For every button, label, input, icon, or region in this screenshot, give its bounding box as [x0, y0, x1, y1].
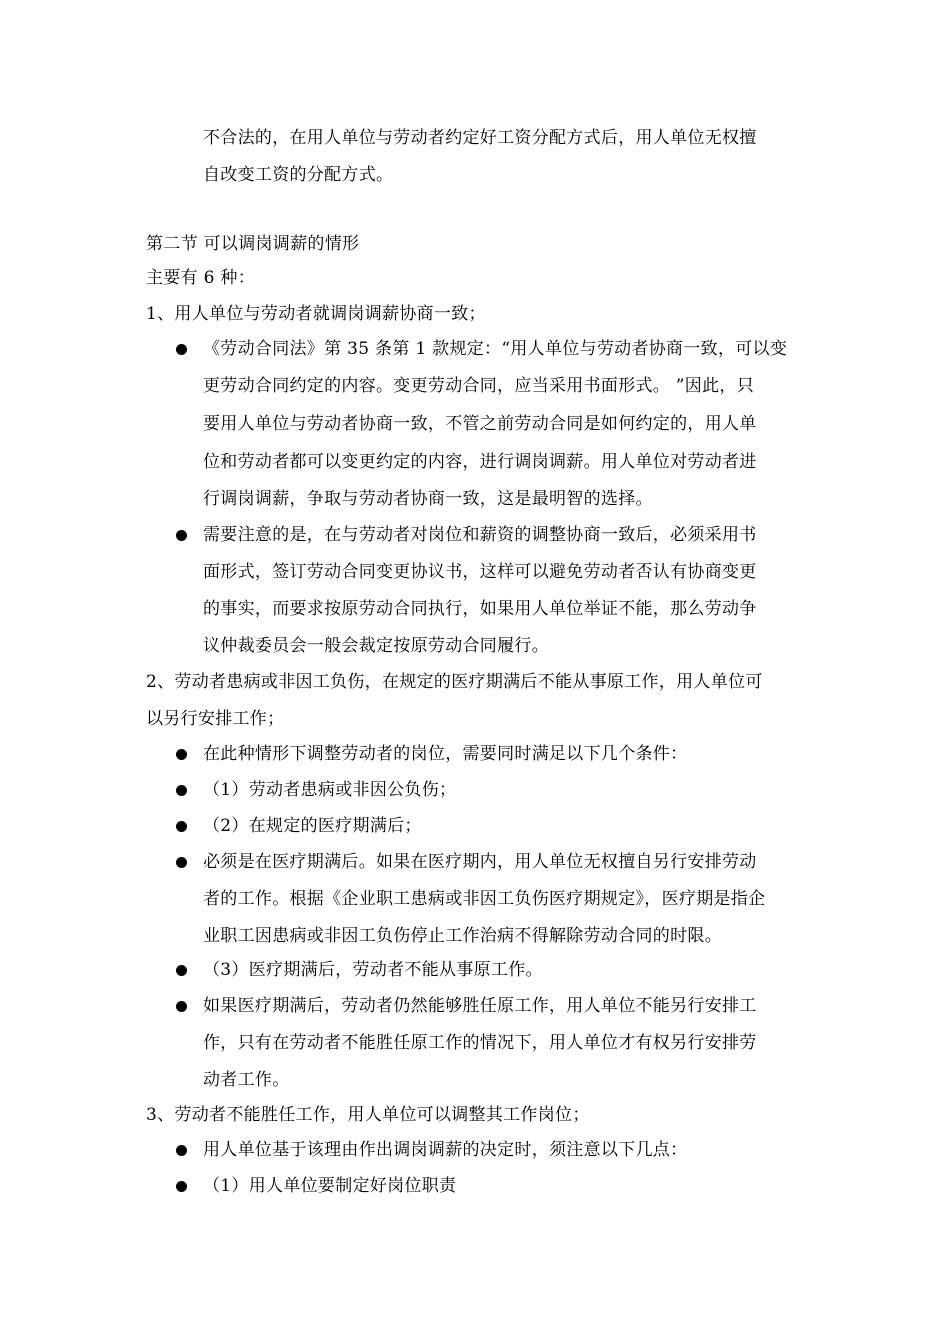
- bullet-text: 的事实，而要求按原劳动合同执行，如果用人单位举证不能，那么劳动争: [203, 599, 757, 619]
- bullet-text: 议仲裁委员会一般会裁定按原劳动合同履行。: [203, 636, 549, 656]
- bullet-icon: [176, 344, 187, 355]
- bullet-text: （3）医疗期满后，劳动者不能从事原工作。: [203, 960, 543, 980]
- item-heading: 以另行安排工作；: [146, 709, 285, 729]
- item-heading: 3、劳动者不能胜任工作，用人单位可以调整其工作岗位；: [146, 1105, 590, 1125]
- bullet-text: 动者工作。: [203, 1070, 290, 1090]
- bullet-text: 者的工作。根据《企业职工患病或非因工负伤医疗期规定》，医疗期是指企: [203, 889, 766, 909]
- bullet-text: 位和劳动者都可以变更约定的内容，进行调岗调薪。用人单位对劳动者进: [203, 452, 757, 472]
- section-title: 第二节 可以调岗调薪的情形: [146, 234, 360, 254]
- bullet-text: 更劳动合同约定的内容。变更劳动合同，应当采用书面形式。 ”因此，只: [203, 376, 754, 396]
- item-heading: 2、劳动者患病或非因工负伤，在规定的医疗期满后不能从事原工作，用人单位可: [146, 672, 763, 692]
- bullet-text: 在此种情形下调整劳动者的岗位，需要同时满足以下几个条件：: [203, 744, 688, 764]
- bullet-text: 必须是在医疗期满后。如果在医疗期内，用人单位无权擅自另行安排劳动: [203, 852, 757, 872]
- bullet-text: 面形式，签订劳动合同变更协议书，这样可以避免劳动者否认有协商变更: [203, 562, 757, 582]
- bullet-text: 作，只有在劳动者不能胜任原工作的情况下，用人单位才有权另行安排劳: [203, 1033, 757, 1053]
- bullet-text: 如果医疗期满后，劳动者仍然能够胜任原工作，用人单位不能另行安排工: [203, 996, 757, 1016]
- item-heading: 1、用人单位与劳动者就调岗调薪协商一致；: [146, 304, 486, 324]
- bullet-text: 需要注意的是，在与劳动者对岗位和薪资的调整协商一致后，必须采用书: [203, 525, 757, 545]
- bullet-icon: [176, 965, 187, 976]
- bullet-text: 《劳动合同法》第 35 条第 1 款规定：“用人单位与劳动者协商一致，可以变: [203, 339, 788, 359]
- bullet-icon: [176, 749, 187, 760]
- bullet-icon: [176, 821, 187, 832]
- bullet-text: （2）在规定的医疗期满后；: [203, 816, 422, 836]
- bullet-icon: [176, 1145, 187, 1156]
- intro-line: 不合法的，在用人单位与劳动者约定好工资分配方式后，用人单位无权擅: [203, 128, 757, 148]
- bullet-text: （1）用人单位要制定好岗位职责: [203, 1176, 457, 1196]
- bullet-icon: [176, 530, 187, 541]
- bullet-text: 业职工因患病或非因工负伤停止工作治病不得解除劳动合同的时限。: [203, 926, 722, 946]
- bullet-text: 行调岗调薪，争取与劳动者协商一致，这是最明智的选择。: [203, 489, 653, 509]
- bullet-text: 要用人单位与劳动者协商一致，不管之前劳动合同是如何约定的，用人单: [203, 414, 757, 434]
- section-summary: 主要有 6 种：: [146, 268, 256, 288]
- bullet-text: （1）劳动者患病或非因公负伤；: [203, 780, 457, 800]
- bullet-icon: [176, 785, 187, 796]
- intro-line: 自改变工资的分配方式。: [203, 165, 394, 185]
- bullet-icon: [176, 857, 187, 868]
- bullet-icon: [176, 1001, 187, 1012]
- bullet-text: 用人单位基于该理由作出调岗调薪的决定时，须注意以下几点：: [203, 1140, 688, 1160]
- bullet-icon: [176, 1181, 187, 1192]
